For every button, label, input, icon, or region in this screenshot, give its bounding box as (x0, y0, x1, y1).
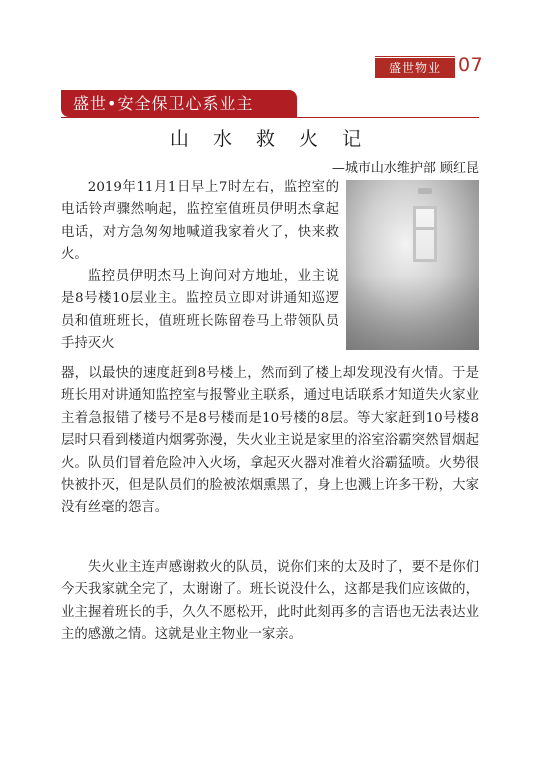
paragraph-2: 监控员伊明杰马上询问对方地址，业主说是8号楼10层业主。监控员立即对讲通知巡逻员和值班班长，值班班长陈留卷马上带领队员手持灭火 (61, 269, 339, 352)
article-title: 山 水 救 火 记 (169, 128, 371, 150)
window-shape (413, 206, 437, 262)
page-number: 07 (458, 54, 484, 76)
magazine-name-tag: 盛世物业 (375, 58, 455, 78)
section-rule (61, 117, 479, 118)
paragraph-3: 器，以最快的速度赶到8号楼上，然而到了楼上却发现没有火情。于是班长用对讲通知监控室与报警业主联系，通过电话联系才知道失火家业主着急报错了楼号不是8号楼而是10号楼的8层。等大家赶到10号楼8层时只看到楼道内烟雾弥漫，失火业主说是家里的浴室浴霸突然冒烟起火。队员们冒着危险冲入火场，拿起灭火器对准着火浴霸猛喷。火势很快被扑灭，但是队员们的脸被浓烟熏黑了，身上也溅上许多干粉，大家没有丝毫的怨言。 (61, 366, 479, 516)
smoke-filled-room-photo (346, 180, 479, 350)
smoke-haze (346, 275, 479, 350)
header-rule (375, 56, 455, 57)
paragraph-1: 2019年11月1日早上7时左右，监控室的电话铃声骤然响起，监控室值班员伊明杰拿起电话，对方急匆匆地喊道我家着火了，快来救火。 (61, 180, 339, 263)
section-banner: 盛世•安全保卫心系业主 (61, 90, 297, 117)
ceiling-fixture (418, 188, 432, 194)
paragraph-4: 失火业主连声感谢救火的队员，说你们来的太及时了，要不是你们今天我家就全完了，太谢谢了。班长说没什么，这都是我们应该做的，业主握着班长的手，久久不愿松开，此时此刻再多的言语也无法表达业主的感激之情。这就是业主物业一家亲。 (61, 560, 479, 643)
article-byline: —城市山水维护部 顾红昆 (331, 161, 479, 176)
